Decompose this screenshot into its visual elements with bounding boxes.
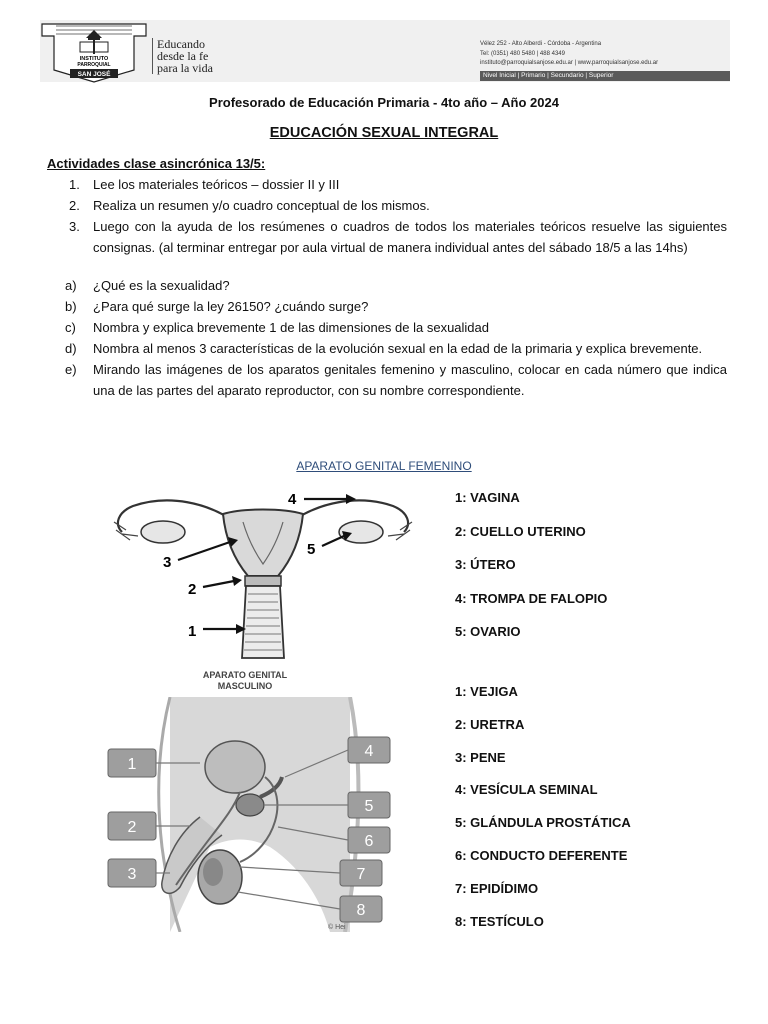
list-item xyxy=(47,275,727,296)
diagram-label-1: 1 xyxy=(188,623,197,640)
list-item xyxy=(47,338,727,359)
school-contact-info xyxy=(480,40,730,69)
list-item xyxy=(47,317,727,338)
list-item xyxy=(47,195,727,216)
diagram-label-2: 2 xyxy=(127,819,137,836)
diagram-label-2: 2 xyxy=(188,581,197,598)
diagram-label-3: 3 xyxy=(163,554,172,571)
diagram-label-3: 3 xyxy=(127,866,137,883)
list-number: 2. xyxy=(69,198,80,213)
list-letter: b) xyxy=(65,299,77,314)
list-item xyxy=(47,296,727,317)
male-reproductive-diagram xyxy=(100,697,420,932)
answer-item: 7: EPIDÍDIMO xyxy=(455,880,539,896)
list-item-text: Mirando las imágenes de los aparatos genitales femenino y masculino, colocar en cada número que indica una de las partes del aparato reproductor, con su nombre correspondiente. xyxy=(93,362,727,398)
questions-list xyxy=(47,275,727,401)
diagram-label-7: 7 xyxy=(356,866,366,883)
list-item-text: Nombra al menos 3 características de la evolución sexual en la edad de la primaria y explica brevemente. xyxy=(93,341,703,356)
list-number: 1. xyxy=(69,177,80,192)
motto-line: para la vida xyxy=(157,61,213,75)
list-letter: e) xyxy=(65,362,77,377)
answer-item: 5: OVARIO xyxy=(455,624,521,639)
list-letter: d) xyxy=(65,341,77,356)
contact-address: Vélez 252 - Alto Alberdi - Córdoba - Argentina xyxy=(480,41,602,47)
activities-list xyxy=(47,174,727,258)
crest-line-1: INSTITUTO xyxy=(79,56,109,62)
list-item-text: Lee los materiales teóricos – dossier II y III xyxy=(93,177,340,192)
list-letter: a) xyxy=(65,278,77,293)
list-item-text: Luego con la ayuda de los resúmenes o cuadros de todos los materiales teóricos resuelve las siguientes consignas. (al terminar entregar por aula virtual de manera individual antes del sábado 18/5 a las 14hs) xyxy=(93,219,727,255)
diagram-label-1: 1 xyxy=(127,756,137,773)
contact-email-web: instituto@parroquialsanjose.edu.ar | www.parroquialsanjose.edu.ar xyxy=(480,60,659,66)
list-item xyxy=(47,359,727,401)
activities-heading: Actividades clase asincrónica 13/5: xyxy=(47,156,266,171)
motto-line: desde la fe xyxy=(157,49,209,63)
answer-item: 5: GLÁNDULA PROSTÁTICA xyxy=(455,815,631,831)
answer-item: 2: CUELLO UTERINO xyxy=(455,523,586,539)
caption-line: APARATO GENITAL xyxy=(202,670,288,680)
list-item-text: ¿Qué es la sexualidad? xyxy=(93,278,230,293)
list-item xyxy=(47,174,727,195)
list-item-text: ¿Para qué surge la ley 26150? ¿cuándo surge? xyxy=(93,299,369,314)
list-letter: c) xyxy=(65,320,76,335)
list-item-text: Nombra y explica brevemente 1 de las dimensiones de la sexualidad xyxy=(93,320,489,335)
male-answers-list xyxy=(455,682,631,944)
female-reproductive-diagram xyxy=(108,484,418,660)
motto-line: Educando xyxy=(157,37,205,51)
course-subtitle: Profesorado de Educación Primaria - 4to año – Año 2024 xyxy=(209,95,559,110)
school-crest-logo xyxy=(40,18,148,84)
answer-item: 4: VESÍCULA SEMINAL xyxy=(455,782,598,798)
contact-phone: Tel: (0351) 480 5480 | 488 4349 xyxy=(480,50,565,57)
image-credit: © Hei xyxy=(328,924,346,931)
answer-item: 6: CONDUCTO DEFERENTE xyxy=(455,847,628,863)
caption-line: MASCULINO xyxy=(217,681,273,691)
female-section-heading: APARATO GENITAL FEMENINO xyxy=(296,459,472,473)
diagram-label-6: 6 xyxy=(364,833,374,850)
male-diagram-caption xyxy=(200,670,290,692)
school-levels-bar: Nivel Inicial | Primario | Secundario | Superior xyxy=(480,71,730,81)
answer-item: 4: TROMPA DE FALOPIO xyxy=(455,590,608,606)
list-number: 3. xyxy=(69,219,80,234)
crest-line-3: SAN JOSÉ xyxy=(77,71,111,78)
female-answers-list xyxy=(455,488,607,656)
diagram-label-8: 8 xyxy=(356,902,366,919)
answer-item: 8: TESTÍCULO xyxy=(455,913,544,929)
school-motto xyxy=(152,38,257,74)
diagram-label-4: 4 xyxy=(288,491,297,508)
diagram-label-5: 5 xyxy=(307,541,316,558)
activities-section xyxy=(47,154,727,401)
list-item-text: Realiza un resumen y/o cuadro conceptual de los mismos. xyxy=(93,198,430,213)
document-title: EDUCACIÓN SEXUAL INTEGRAL xyxy=(269,125,499,141)
answer-item: 2: URETRA xyxy=(455,716,525,732)
answer-item: 1: VAGINA xyxy=(455,490,520,505)
answer-item: 1: VEJIGA xyxy=(455,684,518,699)
crest-line-2: PARROQUIAL xyxy=(77,62,111,68)
list-item xyxy=(47,216,727,258)
answer-item: 3: PENE xyxy=(455,749,506,765)
diagram-label-4: 4 xyxy=(364,743,374,760)
answer-item: 3: ÚTERO xyxy=(455,557,516,572)
diagram-label-5: 5 xyxy=(364,798,374,815)
